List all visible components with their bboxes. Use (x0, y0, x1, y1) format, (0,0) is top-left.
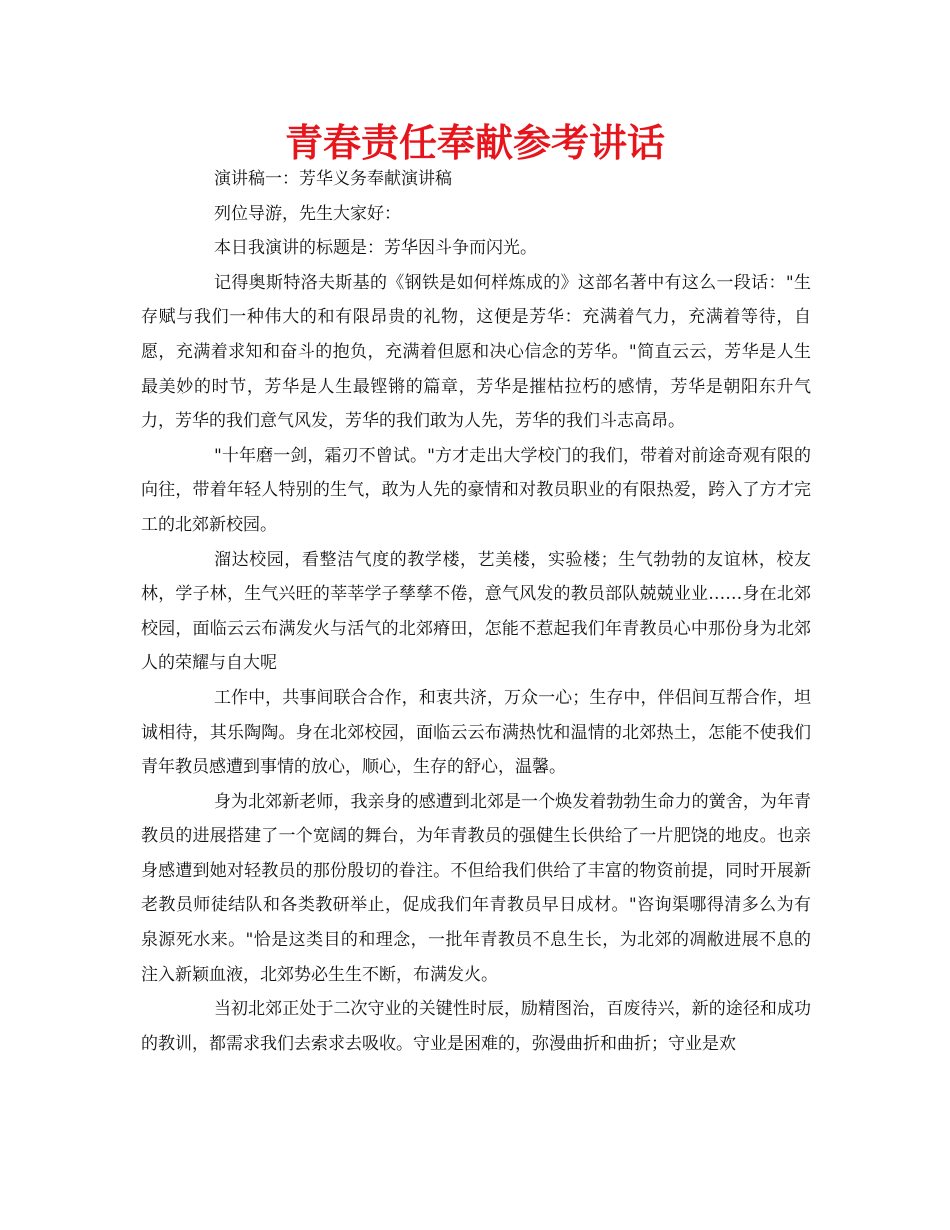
paragraph-body: "十年磨一剑，霜刃不曾试。"方才走出大学校门的我们，带着对前途奇观有限的向往，带着年轻人特别的生气，敢为人先的豪情和对教员职业的有限热爱，跨入了方才完工的北郊新校园。 (141, 445, 811, 535)
document-body (141, 162, 811, 1061)
paragraph-body: 溜达校园，看整洁气度的教学楼，艺美楼，实验楼；生气勃勃的友谊林，校友林，学子林，生气兴旺的莘莘学子孳孳不倦，意气风发的教员部队兢兢业业……身在北郊校园，面临云云布满发火与活气的北郊瘠田，怎能不惹起我们年青教员心中那份身为北郊人的荣耀与自大呢 (141, 549, 811, 674)
document-title: 青春责任奉献参考讲话 (284, 121, 665, 165)
paragraph-body: 记得奥斯特洛夫斯基的《钢铁是如何样炼成的》这部名著中有这么一段话："生存赋与我们一种伟大的和有限昂贵的礼物，这便是芳华：充满着气力，充满着等待，自愿，充满着求知和奋斗的抱负，充满着但愿和决心信念的芳华。"简直云云，芳华是人生最美妙的时节，芳华是人生最铿锵的篇章，芳华是摧枯拉朽的感情，芳华是朝阳东升气力，芳华的我们意气风发，芳华的我们敢为人先，芳华的我们斗志高昂。 (141, 272, 811, 432)
paragraph-body: 身为北郊新老师，我亲身的感遭到北郊是一个焕发着勃勃生命力的黉舍，为年青教员的进展搭建了一个宽阔的舞台，为年青教员的强健生长供给了一片肥饶的地皮。也亲身感遭到她对轻教员的那份殷切的眷注。不但给我们供给了丰富的物资前提，同时开展新老教员师徒结队和各类教研举止，促成我们年青教员早日成材。"咨询渠哪得清多么为有泉源死水来。"恰是这类目的和理念，一批年青教员不息生长，为北郊的凋敝进展不息的注入新颖血液，北郊势必生生不断，布满发火。 (141, 791, 811, 985)
paragraph-topic: 本日我演讲的标题是：芳华因斗争而闪光。 (214, 238, 537, 259)
paragraph-body: 工作中，共事间联合合作，和衷共济，万众一心；生存中，伴侣间互帮合作，坦诚相待，其乐陶陶。身在北郊校园，面临云云布满热忱和温情的北郊热土，怎能不使我们青年教员感遭到事情的放心，顺心，生存的舒心，温馨。 (141, 687, 811, 778)
paragraph-body: 当初北郊正处于二次守业的关键性时辰，励精图治，百废待兴，新的途径和成功的教训，都需求我们去索求去吸收。守业是困难的，弥漫曲折和曲折；守业是欢 (141, 999, 811, 1054)
paragraph-subtitle: 演讲稿一：芳华义务奉献演讲稿 (214, 169, 452, 189)
paragraph-greeting: 列位导游，先生大家好： (214, 203, 401, 224)
